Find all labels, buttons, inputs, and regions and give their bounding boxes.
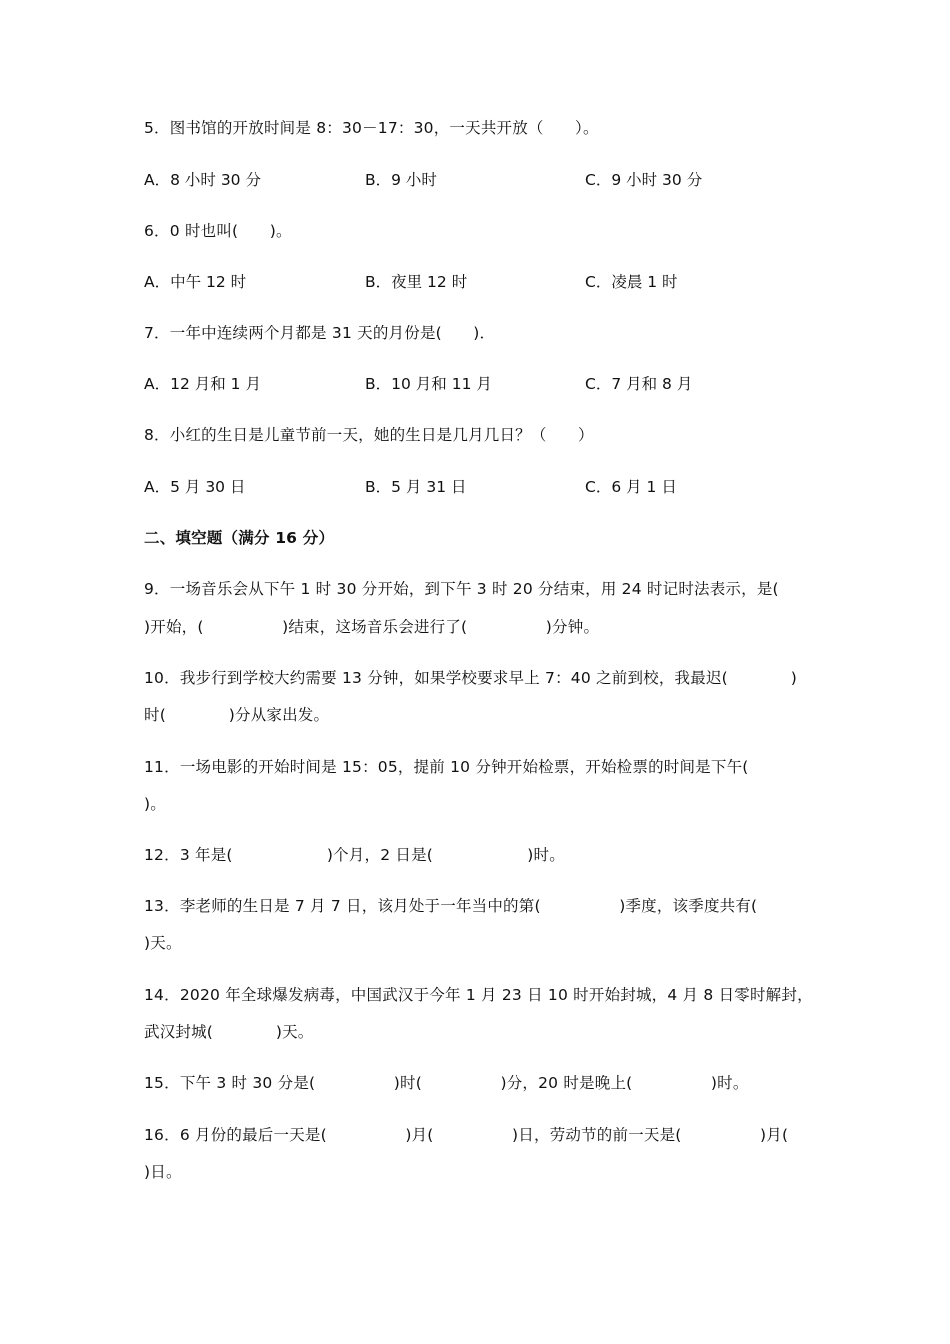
question-12-line-1: 12．3 年是( )个月，2 日是( )时。 xyxy=(144,846,565,864)
question-14-line-2: 武汉封城( )天。 xyxy=(144,1023,314,1041)
question-5-stem: 5．图书馆的开放时间是 8：30－17：30，一天共开放（ ）。 xyxy=(144,119,599,137)
question-5-option-a: A．8 小时 30 分 xyxy=(144,171,261,189)
question-5-option-b: B．9 小时 xyxy=(365,171,437,189)
section-2-heading: 二、填空题（满分 16 分） xyxy=(144,529,335,547)
question-13-line-2: )天。 xyxy=(144,934,182,952)
question-8-option-b: B．5 月 31 日 xyxy=(365,478,467,496)
question-7-option-b: B．10 月和 11 月 xyxy=(365,375,492,393)
question-11-line-2: )。 xyxy=(144,795,166,813)
question-10-line-2: 时( )分从家出发。 xyxy=(144,706,330,724)
question-11-line-1: 11．一场电影的开始时间是 15：05，提前 10 分钟开始检票，开始检票的时间是下午( xyxy=(144,758,749,776)
question-16-line-1: 16．6 月份的最后一天是( )月( )日，劳动节的前一天是( )月( xyxy=(144,1126,789,1144)
question-5-option-c: C．9 小时 30 分 xyxy=(585,171,703,189)
question-6-option-a: A．中午 12 时 xyxy=(144,273,247,291)
question-8-option-c: C．6 月 1 日 xyxy=(585,478,677,496)
question-7-option-a: A．12 月和 1 月 xyxy=(144,375,261,393)
question-6-option-b: B．夜里 12 时 xyxy=(365,273,468,291)
question-10-line-1: 10．我步行到学校大约需要 13 分钟，如果学校要求早上 7：40 之前到校，我最迟( ) xyxy=(144,669,797,687)
question-9-line-1: 9．一场音乐会从下午 1 时 30 分开始，到下午 3 时 20 分结束，用 24 时记时法表示，是( xyxy=(144,580,779,598)
question-8-stem: 8．小红的生日是儿童节前一天，她的生日是几月几日？（ ） xyxy=(144,426,594,444)
question-15-line-1: 15．下午 3 时 30 分是( )时( )分，20 时是晚上( )时。 xyxy=(144,1074,749,1092)
question-13-line-1: 13．李老师的生日是 7 月 7 日，该月处于一年当中的第( )季度，该季度共有( xyxy=(144,897,758,915)
question-7-option-c: C．7 月和 8 月 xyxy=(585,375,693,393)
question-9-line-2: )开始，( )结束，这场音乐会进行了( )分钟。 xyxy=(144,618,600,636)
question-6-option-c: C．凌晨 1 时 xyxy=(585,273,678,291)
question-16-line-2: )日。 xyxy=(144,1163,182,1181)
question-6-stem: 6．0 时也叫( )。 xyxy=(144,222,292,240)
question-14-line-1: 14．2020 年全球爆发病毒，中国武汉于今年 1 月 23 日 10 时开始封城，4 月 8 日零时解封， xyxy=(144,986,813,1004)
question-8-option-a: A．5 月 30 日 xyxy=(144,478,246,496)
question-7-stem: 7．一年中连续两个月都是 31 天的月份是( )． xyxy=(144,324,496,342)
